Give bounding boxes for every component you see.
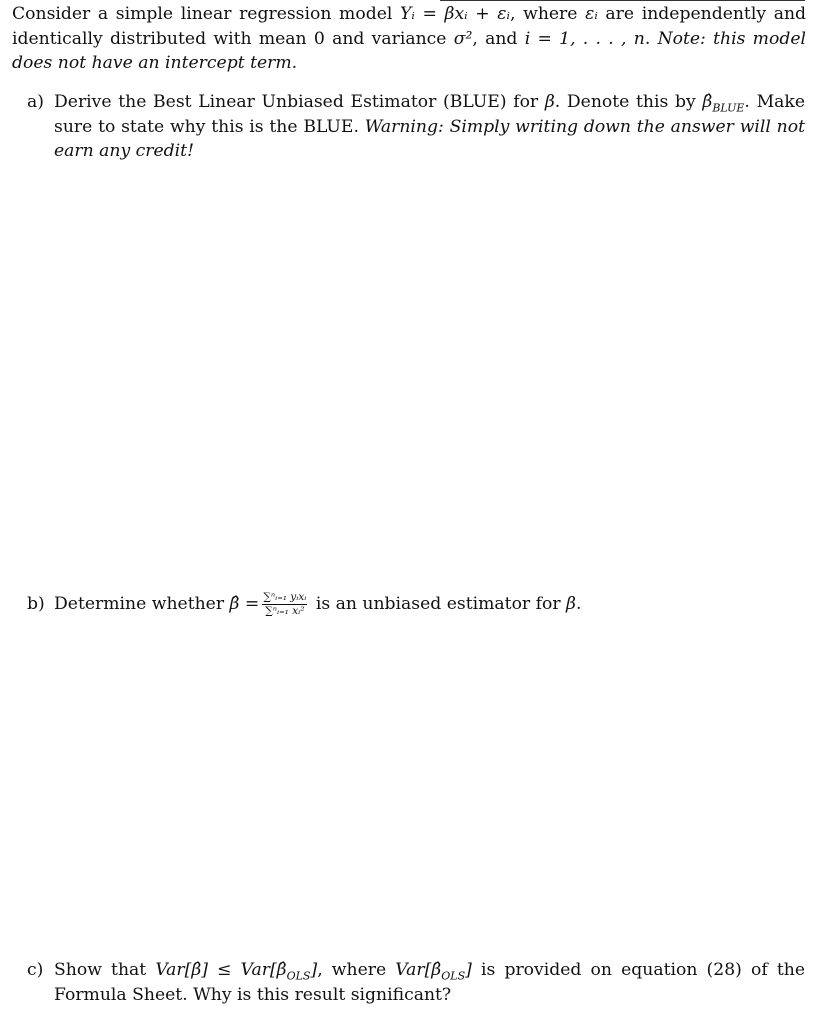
fraction-numerator: ∑ⁿᵢ₌₁ yᵢxᵢ (263, 591, 307, 603)
part-c-text (54, 958, 805, 1007)
part-a-text (54, 90, 805, 164)
ols-variance-close: ] (465, 960, 472, 980)
part-c-text-2: , where (317, 960, 396, 980)
part-b-text-2: is an unbiased estimator for (310, 594, 567, 614)
intro-text-1: Consider a simple linear regression model (12, 4, 401, 24)
fraction-denominator: ∑ⁿᵢ₌₁ xᵢ² (265, 605, 305, 617)
beta-hat-symbol: β̂ (702, 92, 713, 112)
error-term: εᵢ (585, 4, 598, 24)
problem-intro (12, 2, 806, 76)
part-b-text-1: Determine whether (54, 594, 230, 614)
ols-subscript-1: OLS (286, 969, 311, 983)
question-part-a (27, 90, 805, 164)
part-b-text (54, 592, 805, 617)
part-a-text-2: . Denote this by (554, 92, 703, 112)
variance-inequality: Var[β̂] ≤ Var[β̂ (155, 960, 287, 980)
part-b-label: b) (27, 594, 45, 614)
intro-text-3: are independently and identically distributed with mean 0 and variance (12, 4, 807, 49)
ols-subscript-2: OLS (441, 969, 466, 983)
header-rule (440, 0, 805, 1)
variance-symbol: σ² (453, 28, 473, 49)
index-range: i = 1, . . . , n (524, 28, 645, 49)
part-c-label: c) (27, 960, 44, 980)
blue-subscript: BLUE (712, 101, 745, 115)
variance-inequality-close: ] (310, 960, 318, 980)
part-c-text-1: Show that (54, 960, 156, 980)
beta-symbol: β (544, 92, 555, 112)
estimator-fraction (262, 592, 307, 617)
part-a-text-1: Derive the Best Linear Unbiased Estimator (BLUE) for (54, 92, 545, 112)
part-b-text-3: . (575, 594, 582, 614)
intercept-note: Note: this model does not have an intercept term. (12, 28, 806, 73)
intro-text-5: . (644, 28, 658, 49)
part-c-text-3: is provided on equation (28) of the Formula Sheet. Why is this result significant? (54, 960, 805, 1005)
ols-variance: Var[β̂ (395, 960, 442, 980)
beta-symbol-b: β (566, 594, 576, 614)
warning-note: Warning: Simply writing down the answer will not earn any credit! (54, 116, 806, 161)
estimator-lhs: β̂ = (229, 594, 260, 614)
part-a-text-3: . Make sure to state why this is the BLUE. (54, 92, 805, 137)
part-a-label: a) (27, 92, 44, 112)
model-equation: Yᵢ = βxᵢ + εᵢ (400, 4, 510, 24)
intro-text-2: , where (510, 4, 586, 24)
intro-text-4: , and (472, 28, 525, 49)
question-part-c (27, 958, 805, 1007)
question-part-b (27, 592, 805, 617)
